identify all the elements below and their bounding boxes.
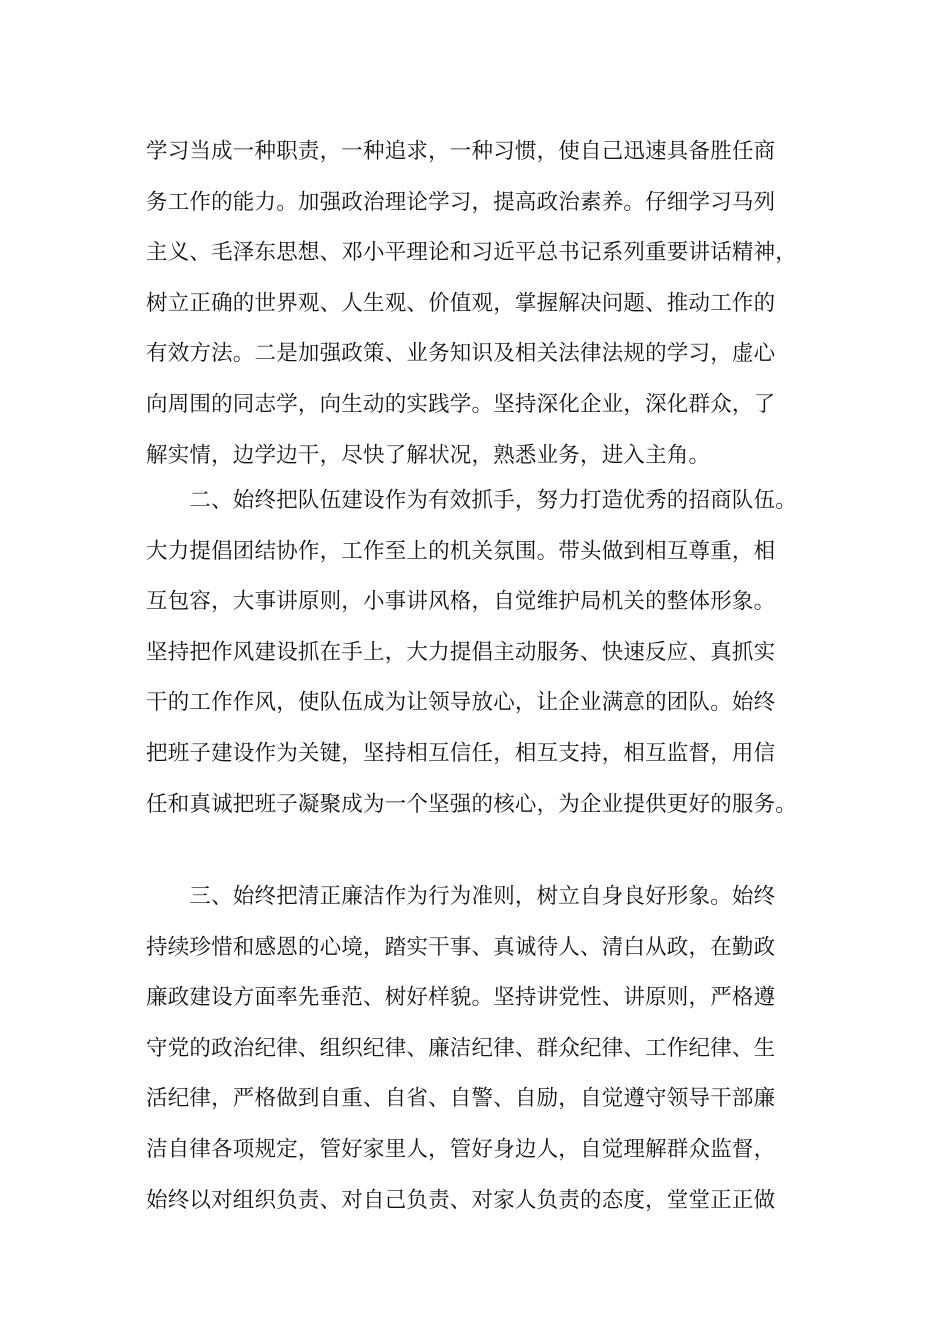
text-line: 三、始终把清正廉洁作为行为准则，树立自身良好形象。始终: [146, 884, 776, 909]
text-line: 活纪律，严格做到自重、自省、自警、自励，自觉遵守领导干部廉: [146, 1086, 776, 1112]
text-line: 有效方法。二是加强政策、业务知识及相关法律法规的学习，虚心: [146, 341, 776, 367]
paragraph-team-building: [146, 476, 826, 830]
text-line: 主义、毛泽东思想、邓小平理论和习近平总书记系列重要讲话精神，: [146, 240, 798, 266]
text-line: 二、始终把队伍建设作为有效抓手，努力打造优秀的招商队伍。: [146, 488, 798, 513]
text-line: 树立正确的世界观、人生观、价值观，掌握解决问题、推动工作的: [146, 290, 776, 316]
text-line: 始终以对组织负责、对自己负责、对家人负责的态度，堂堂正正做: [146, 1187, 776, 1213]
text-line: 向周围的同志学，向生动的实践学。坚持深化企业，深化群众，了: [146, 391, 776, 417]
text-line: 大力提倡团结协作，工作至上的机关氛围。带头做到相互尊重，相: [146, 538, 776, 564]
text-line: 互包容，大事讲原则，小事讲风格，自觉维护局机关的整体形象。: [146, 589, 776, 615]
text-line: 坚持把作风建设抓在手上，大力提倡主动服务、快速反应、真抓实: [146, 639, 776, 665]
paragraph-integrity: [146, 872, 826, 1226]
text-line: 洁自律各项规定，管好家里人，管好身边人，自觉理解群众监督，: [146, 1136, 776, 1162]
text-line: 持续珍惜和感恩的心境，踏实干事、真诚待人、清白从政，在勤政: [146, 934, 776, 960]
text-line: 学习当成一种职责，一种追求，一种习惯，使自己迅速具备胜任商: [146, 139, 776, 164]
paragraph-study: [146, 127, 826, 481]
text-line: 任和真诚把班子凝聚成为一个坚强的核心，为企业提供更好的服务。: [146, 791, 798, 817]
text-line: 解实情，边学边干，尽快了解状况，熟悉业务，进入主角。: [146, 442, 711, 468]
text-line: 廉政建设方面率先垂范、树好样貌。坚持讲党性、讲原则，严格遵: [146, 985, 776, 1011]
text-line: 守党的政治纪律、组织纪律、廉洁纪律、群众纪律、工作纪律、生: [146, 1035, 776, 1061]
text-line: 务工作的能力。加强政治理论学习，提高政治素养。仔细学习马列: [146, 189, 776, 215]
text-line: 干的工作作风，使队伍成为让领导放心，让企业满意的团队。始终: [146, 690, 776, 716]
text-line: 把班子建设作为关键，坚持相互信任，相互支持，相互监督，用信: [146, 740, 776, 766]
